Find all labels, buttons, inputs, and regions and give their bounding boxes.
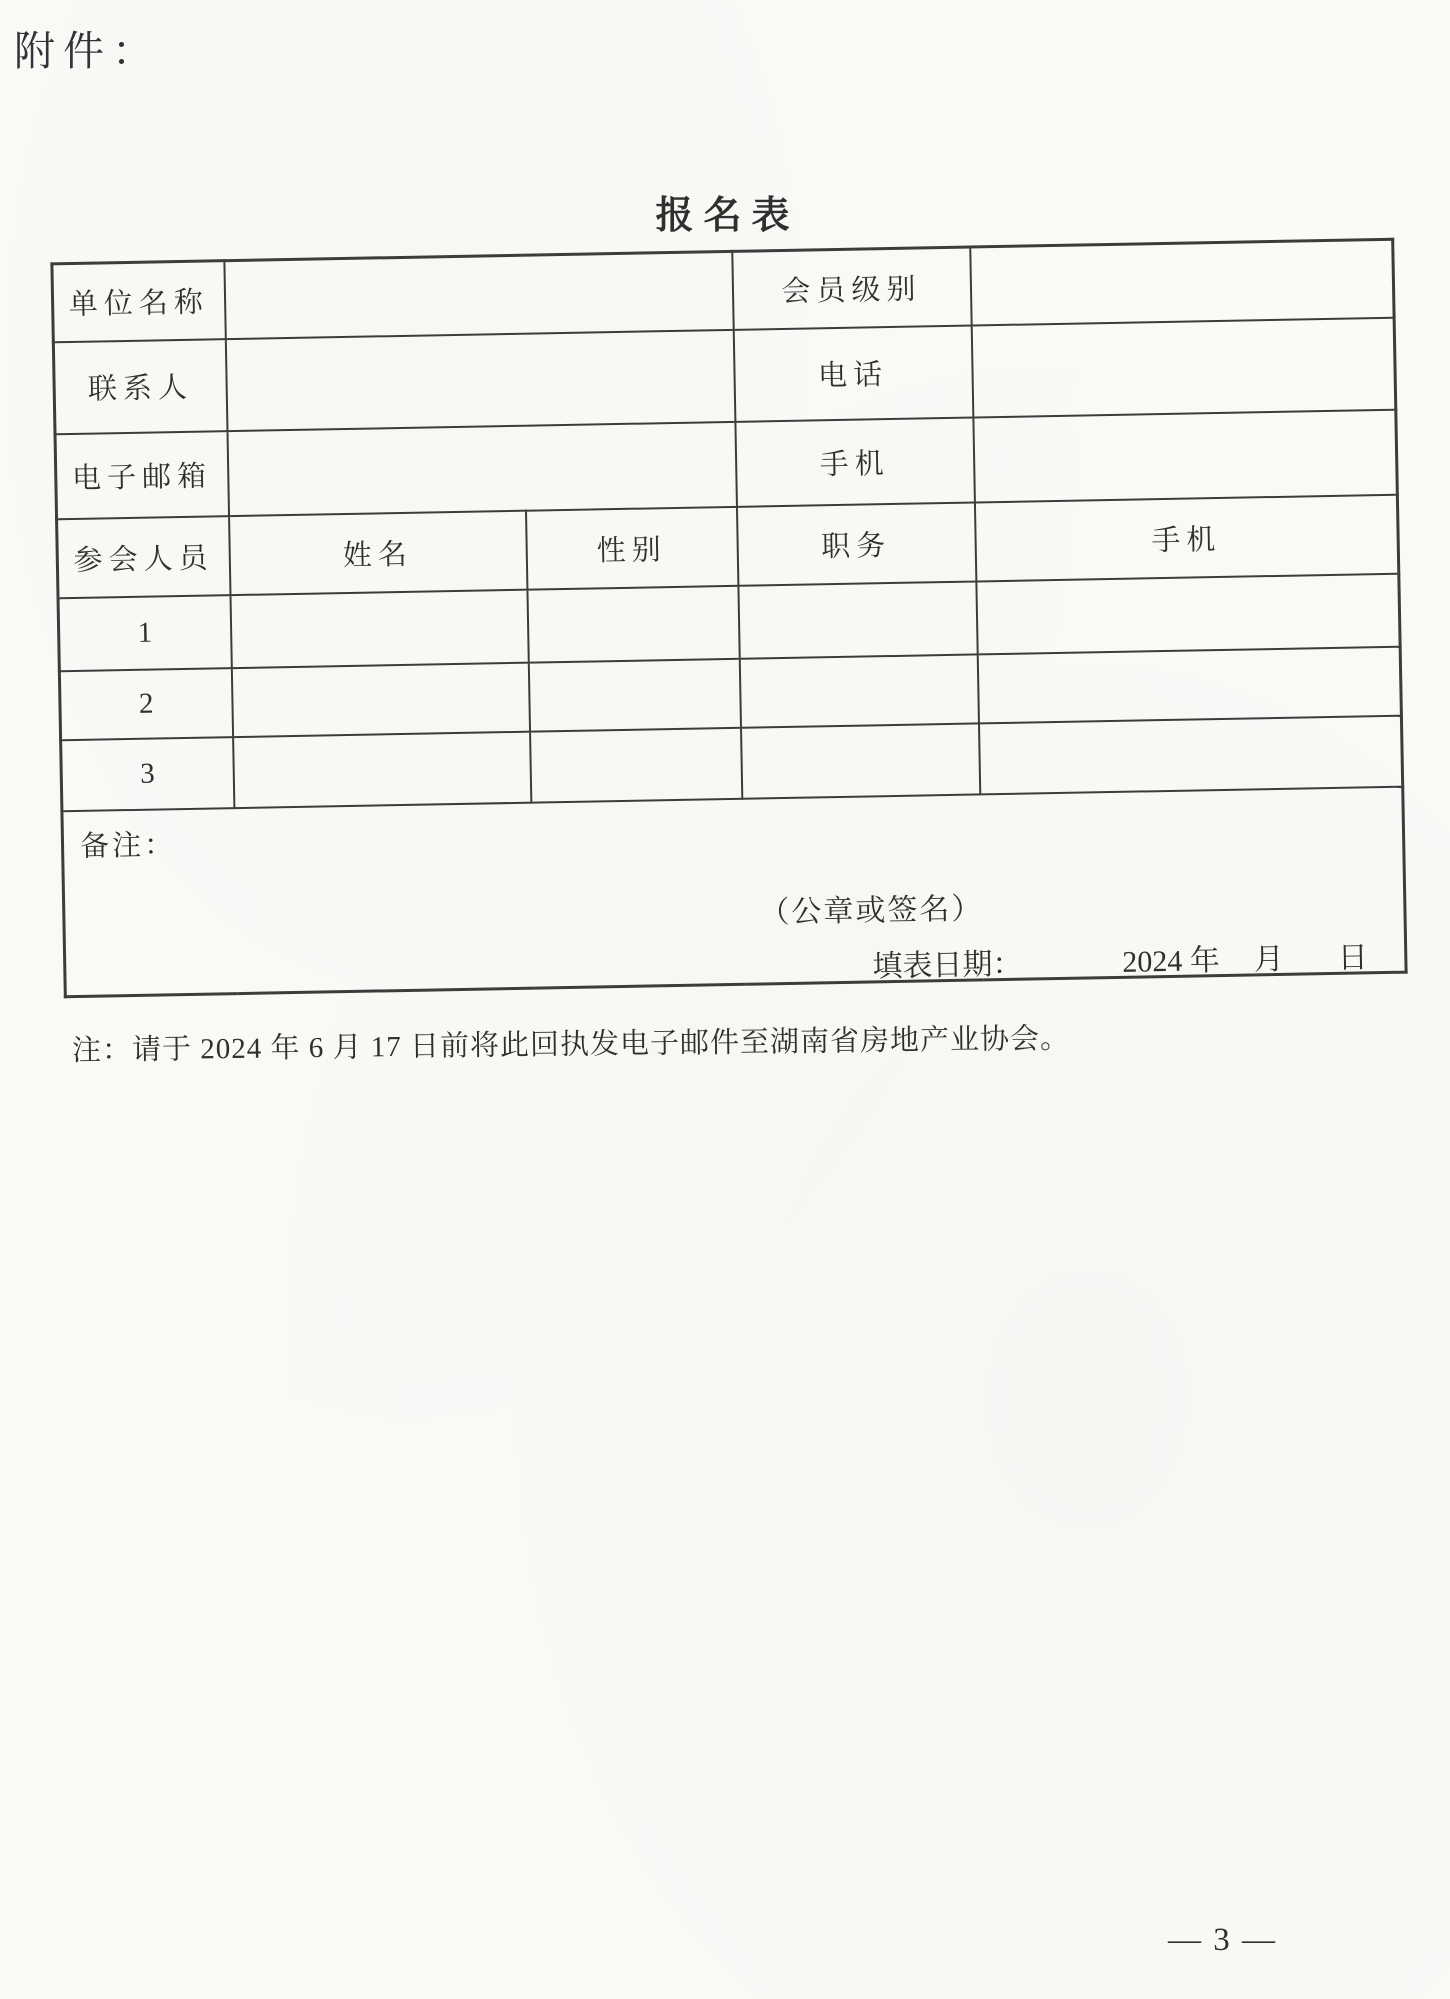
contact-label-cell: 联系人 (53, 339, 227, 434)
attendee-2-mobile-cell (977, 646, 1401, 723)
telephone-label-cell: 电话 (733, 325, 973, 421)
contact-value-cell (225, 329, 735, 430)
mobile-value-cell (973, 409, 1397, 502)
attendee-3-position-cell (741, 723, 980, 798)
form-title: 报名表 (655, 195, 800, 237)
attendee-3-mobile-cell (978, 715, 1402, 794)
remarks-label: 备注： (79, 828, 177, 863)
registration-table (50, 238, 1407, 999)
attendee-1-name-cell (230, 589, 528, 667)
attendee-1-index-cell: 1 (58, 595, 231, 671)
unit-name-label-cell: 单位名称 (52, 261, 225, 342)
fill-date-month: 月 (1253, 942, 1285, 976)
attendees-header-cell: 参会人员 (57, 516, 230, 598)
position-header-cell: 职务 (736, 502, 975, 585)
attendee-2-index-cell: 2 (59, 668, 232, 740)
attendee-1-gender-cell (527, 585, 739, 662)
attendee-2-name-cell (231, 662, 529, 736)
seal-or-signature-label: （公章或签名） (759, 891, 984, 929)
footnote: 注：请于 2024 年 6 月 17 日前将此回执发电子邮件至湖南省房地产业协会。 (71, 1022, 1071, 1067)
attendee-1-position-cell (738, 581, 977, 658)
fill-date-year: 2024 年 (1122, 943, 1221, 979)
attendee-2-gender-cell (528, 658, 740, 731)
registration-table-wrapper (50, 238, 1407, 999)
attendee-3-name-cell (233, 731, 531, 807)
member-level-value-cell (970, 239, 1394, 325)
telephone-value-cell (971, 317, 1396, 417)
mobile-label-cell: 手机 (735, 417, 975, 506)
fill-date-line (872, 932, 1368, 985)
fill-date-label: 填表日期： (872, 947, 1023, 983)
attendee-1-mobile-cell (976, 573, 1400, 654)
attendee-2-position-cell (739, 654, 978, 727)
attachment-label: 附件： (14, 28, 161, 74)
name-header-cell: 姓名 (229, 510, 527, 594)
attendee-3-index-cell: 3 (61, 737, 234, 811)
unit-name-value-cell (224, 251, 733, 338)
mobile-header-cell: 手机 (974, 494, 1398, 581)
email-label-cell: 电子邮箱 (55, 431, 229, 519)
fill-date-day: 日 (1337, 940, 1369, 975)
table-row-remarks (62, 786, 1406, 997)
remarks-cell (62, 786, 1406, 997)
attendee-3-gender-cell (530, 727, 742, 802)
email-value-cell (227, 421, 736, 515)
gender-header-cell: 性别 (525, 506, 737, 589)
member-level-label-cell: 会员级别 (732, 247, 971, 329)
page-number: — 3 — (1168, 1922, 1277, 1958)
